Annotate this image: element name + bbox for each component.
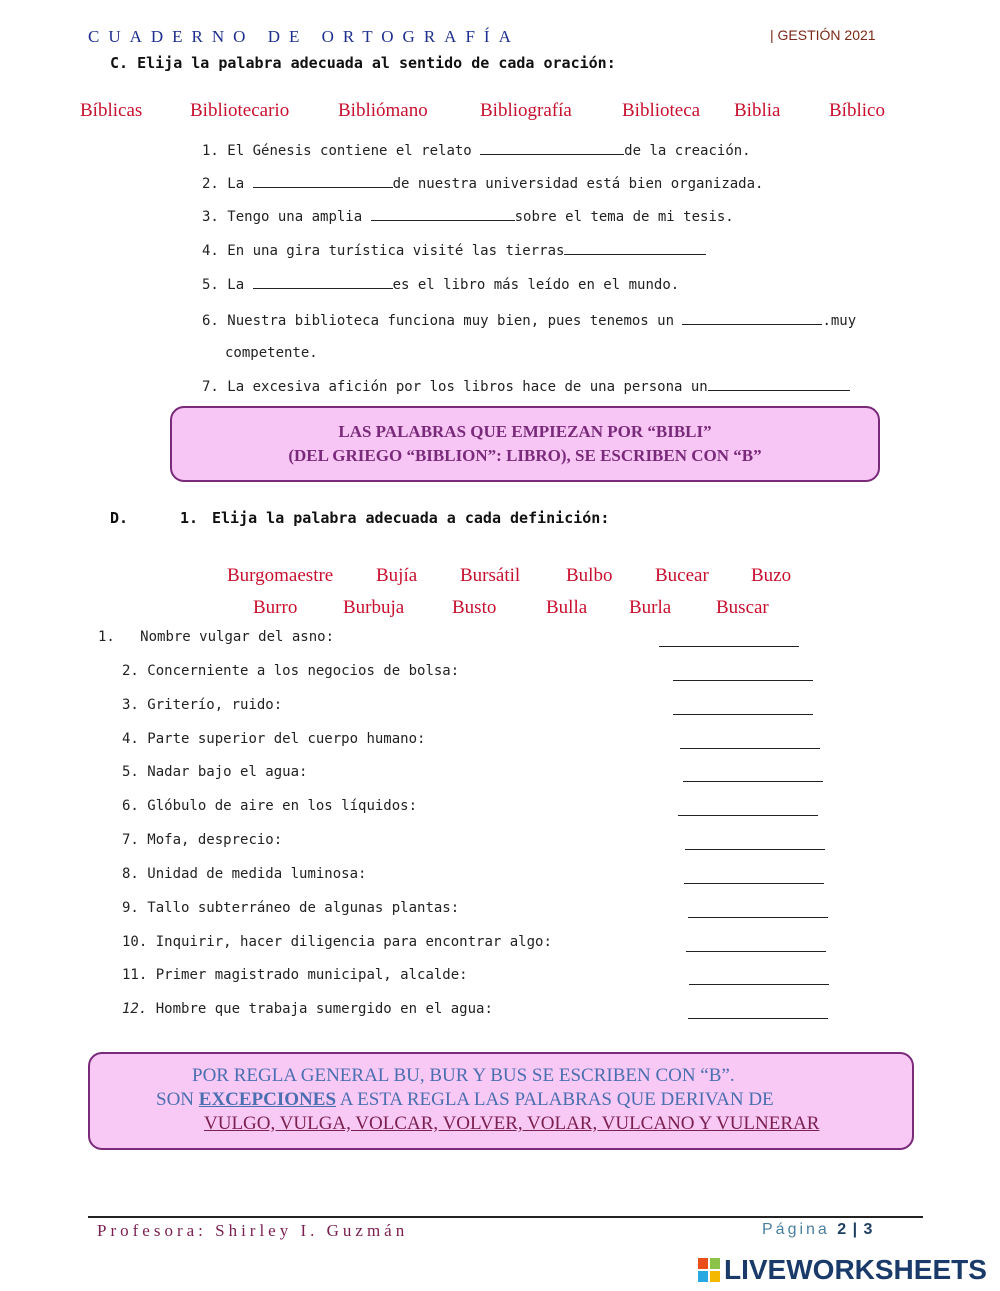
liveworksheets-brand: LIVEWORKSHEETS — [698, 1254, 987, 1286]
d-item-1: 1. Nombre vulgar del asno: — [98, 629, 335, 645]
word-bibliotecario[interactable]: Bibliotecario — [190, 100, 290, 121]
word-buzo[interactable]: Buzo — [751, 565, 792, 586]
section-d-number: 1. — [180, 509, 199, 527]
d-item-8: 8. Unidad de medida luminosa: — [122, 866, 367, 882]
c-item-6: 6. Nuestra biblioteca funciona muy bien, pues tenemos un .muy — [202, 313, 857, 329]
footer-page: Página 2 | 3 — [762, 1221, 874, 1238]
rule-line: POR REGLA GENERAL BU, BUR Y BUS SE ESCRIBEN CON “B”. — [192, 1065, 735, 1086]
word-bibliografia[interactable]: Bibliografía — [480, 100, 572, 121]
word-bibliomano[interactable]: Bibliómano — [338, 100, 428, 121]
answer-blank[interactable] — [688, 1017, 828, 1019]
c-item-3: 3. Tengo una amplia sobre el tema de mi tesis. — [202, 209, 734, 225]
d-item-10: 10. Inquirir, hacer diligencia para encontrar algo: — [122, 934, 552, 950]
c-item-5: 5. La es el libro más leído en el mundo. — [202, 277, 680, 293]
answer-blank[interactable] — [688, 916, 828, 918]
header-title: CUADERNO DE ORTOGRAFÍA — [88, 27, 520, 46]
footer-divider — [88, 1216, 923, 1218]
d-item-11: 11. Primer magistrado municipal, alcalde: — [122, 967, 468, 983]
rule-line: LAS PALABRAS QUE EMPIEZAN POR “BIBLI” — [338, 422, 712, 441]
word-biblia[interactable]: Biblia — [734, 100, 781, 121]
answer-blank[interactable] — [686, 950, 826, 952]
d-item-12: 12. Hombre que trabaja sumergido en el agua: — [122, 1001, 493, 1017]
liveworksheets-logo-icon — [698, 1258, 720, 1282]
d-item-6: 6. Glóbulo de aire en los líquidos: — [122, 798, 418, 814]
word-burgomaestre[interactable]: Burgomaestre — [227, 565, 334, 586]
answer-blank[interactable] — [253, 287, 393, 289]
answer-blank[interactable] — [564, 253, 706, 255]
word-buscar[interactable]: Buscar — [716, 597, 769, 618]
d-item-5: 5. Nadar bajo el agua: — [122, 764, 308, 780]
d-item-4: 4. Parte superior del cuerpo humano: — [122, 731, 426, 747]
word-bulbo[interactable]: Bulbo — [566, 565, 613, 586]
answer-blank[interactable] — [673, 679, 813, 681]
section-d-label: D. — [110, 509, 129, 527]
header-year: | GESTIÓN 2021 — [770, 27, 876, 43]
answer-blank[interactable] — [689, 983, 829, 985]
answer-blank[interactable] — [684, 882, 824, 884]
word-bulla[interactable]: Bulla — [546, 597, 588, 618]
rule-line: VULGO, VULGA, VOLCAR, VOLVER, VOLAR, VULCANO Y VULNERAR — [204, 1113, 820, 1134]
d-item-3: 3. Griterío, ruido: — [122, 697, 283, 713]
d-item-2: 2. Concerniente a los negocios de bolsa: — [122, 663, 460, 679]
answer-blank[interactable] — [683, 780, 823, 782]
answer-blank[interactable] — [680, 747, 820, 749]
rule-line: SON EXCEPCIONES A ESTA REGLA LAS PALABRAS QUE DERIVAN DE — [156, 1089, 774, 1110]
word-burbuja[interactable]: Burbuja — [343, 597, 405, 618]
word-bucear[interactable]: Bucear — [655, 565, 709, 586]
rule-line: (DEL GRIEGO “BIBLION”: LIBRO), SE ESCRIBEN CON “B” — [288, 446, 762, 465]
footer-teacher: Profesora: Shirley I. Guzmán — [97, 1221, 409, 1240]
answer-blank[interactable] — [682, 323, 822, 325]
word-biblioteca[interactable]: Biblioteca — [622, 100, 701, 121]
word-bujia[interactable]: Bujía — [376, 565, 418, 586]
answer-blank[interactable] — [708, 389, 850, 391]
answer-blank[interactable] — [673, 713, 813, 715]
exceptions-emphasis: EXCEPCIONES — [198, 1089, 337, 1110]
word-biblico[interactable]: Bíblico — [829, 100, 885, 121]
c-item-6-continued: competente. — [225, 345, 318, 361]
answer-blank[interactable] — [678, 814, 818, 816]
answer-blank[interactable] — [253, 186, 393, 188]
answer-blank[interactable] — [480, 153, 624, 155]
word-burla[interactable]: Burla — [629, 597, 672, 618]
word-bursatil[interactable]: Bursátil — [460, 565, 521, 586]
rule-box-bibli — [170, 406, 880, 482]
section-d-title: Elija la palabra adecuada a cada definición: — [212, 509, 610, 527]
d-item-9: 9. Tallo subterráneo de algunas plantas: — [122, 900, 460, 916]
answer-blank[interactable] — [659, 645, 799, 647]
c-item-4: 4. En una gira turística visité las tierras — [202, 243, 706, 259]
c-item-7: 7. La excesiva afición por los libros hace de una persona un — [202, 379, 850, 395]
d-item-7: 7. Mofa, desprecio: — [122, 832, 283, 848]
answer-blank[interactable] — [371, 219, 515, 221]
word-biblicas[interactable]: Bíblicas — [80, 100, 143, 121]
answer-blank[interactable] — [685, 848, 825, 850]
c-item-2: 2. La de nuestra universidad está bien organizada. — [202, 176, 764, 192]
rule-box-bu — [88, 1052, 914, 1150]
word-burro[interactable]: Burro — [253, 597, 298, 618]
section-c-title: C. Elija la palabra adecuada al sentido de cada oración: — [110, 54, 616, 72]
c-item-1: 1. El Génesis contiene el relato de la creación. — [202, 143, 751, 159]
word-busto[interactable]: Busto — [452, 597, 497, 618]
